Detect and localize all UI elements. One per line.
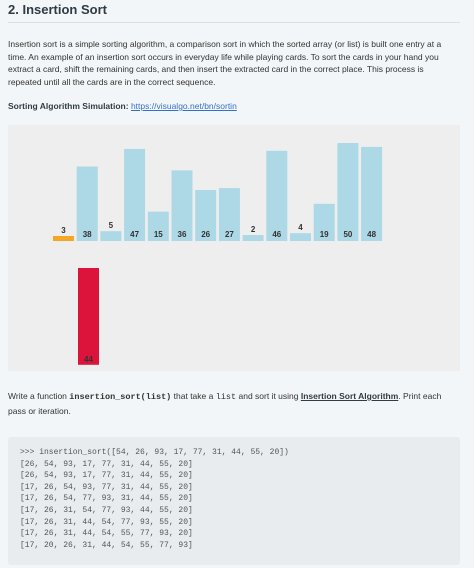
code-output-line: [17, 26, 54, 93, 77, 31, 44, 55, 20] (20, 482, 193, 492)
task-type-word: list (215, 392, 237, 402)
bar (266, 151, 287, 241)
bar (361, 147, 382, 241)
bar (124, 149, 145, 241)
task-function-name: insertion_sort(list) (69, 392, 172, 402)
bar-label: 2 (250, 225, 256, 234)
bar-chart (8, 125, 460, 371)
bar (53, 236, 74, 241)
task-suffix: . Print each pass or iteration. (8, 391, 442, 416)
code-output-line: [17, 26, 54, 77, 93, 31, 44, 55, 20] (20, 494, 193, 504)
extracted-bar (78, 268, 99, 365)
bar-label: 46 (272, 230, 282, 239)
bar-label: 38 (82, 230, 92, 239)
section-heading: 2. Insertion Sort (8, 2, 107, 17)
bar-label: 19 (319, 230, 329, 239)
task-after: and sort it using (236, 391, 301, 401)
bar-label: 36 (177, 230, 187, 239)
code-example-block (8, 437, 460, 565)
bar-label: 4 (298, 223, 303, 233)
code-output-line: [17, 26, 31, 44, 54, 77, 93, 55, 20] (20, 517, 193, 527)
code-output-line: [17, 20, 26, 31, 44, 54, 55, 77, 93] (20, 540, 193, 550)
bar (243, 235, 264, 241)
task-prefix: Write a function (8, 391, 70, 401)
sorting-visualization (8, 125, 460, 371)
bar-label: 26 (201, 230, 211, 239)
bar-label: 27 (224, 230, 234, 239)
bar (100, 231, 121, 241)
bar-label: 3 (61, 226, 66, 235)
insertion-sort-link[interactable]: Insertion Sort Algorithm (300, 391, 399, 401)
extracted-bar-label: 44 (84, 354, 93, 364)
bar-label: 5 (108, 221, 114, 231)
simulation-line (8, 101, 237, 111)
code-example-text (20, 447, 289, 551)
heading-divider (8, 22, 460, 23)
code-output-line: [26, 54, 93, 17, 77, 31, 44, 55, 20] (20, 459, 193, 469)
simulation-label: Sorting Algorithm Simulation: (8, 101, 129, 111)
bar-label: 15 (153, 230, 163, 239)
bar (290, 233, 311, 241)
task-middle: that take a (171, 391, 216, 401)
code-output-line: [17, 26, 31, 44, 54, 55, 77, 93, 20] (20, 529, 193, 539)
simulation-link[interactable]: https://visualgo.net/bn/sortin (130, 101, 237, 111)
code-output-line: [17, 26, 31, 54, 77, 93, 44, 55, 20] (20, 505, 193, 515)
bar-label: 48 (367, 230, 377, 239)
task-paragraph (8, 389, 458, 418)
bar (337, 143, 358, 241)
code-output-line: [26, 54, 93, 17, 77, 31, 44, 55, 20] (20, 471, 193, 481)
bar-label: 47 (130, 230, 140, 239)
code-call-line: >>> insertion_sort([54, 26, 93, 17, 77, 31, 44, 55, 20]) (20, 448, 289, 457)
bar-label: 50 (343, 230, 353, 239)
description-paragraph: Insertion sort is a simple sorting algorithm, a comparison sort in which the sorted array (or list) is built one entry at a time. An example of an insertion sort occurs in everyday life while playing cards. To sort the cards in your hand you extract a card, shift the remaining cards, and then insert the extracted card in the correct place. This process is repeated until all the cards are in the correct sequence. (8, 39, 442, 87)
